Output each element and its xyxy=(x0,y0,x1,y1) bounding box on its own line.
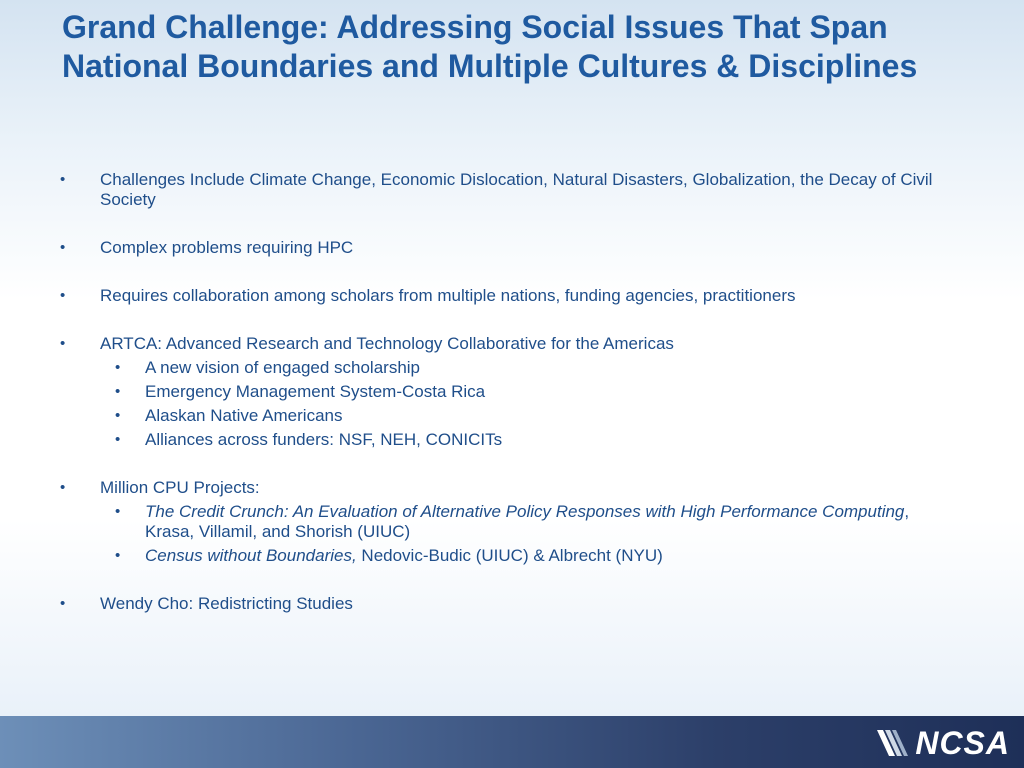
bullet-text: Wendy Cho: Redistricting Studies xyxy=(100,594,353,613)
bullet-item-challenges xyxy=(60,170,960,210)
bullet-item-redistricting xyxy=(60,594,960,614)
sub-bullet-text: Alliances across funders: NSF, NEH, CONICITs xyxy=(145,430,503,449)
ncsa-logo xyxy=(875,726,1010,760)
bullet-text: Complex problems requiring HPC xyxy=(100,238,354,257)
bullet-icon: • xyxy=(60,479,66,496)
sub-bullet-text: A new vision of engaged scholarship xyxy=(145,358,421,377)
slide-title: Grand Challenge: Addressing Social Issues That Span National Boundaries and Multiple Cultures & Disciplines xyxy=(62,9,918,84)
project-title: Census without Boundaries, xyxy=(145,546,357,565)
sub-bullet-alliances xyxy=(60,430,960,450)
sub-bullet-text: Emergency Management System-Costa Rica xyxy=(145,382,486,401)
bullet-icon: • xyxy=(115,503,121,520)
ncsa-stripes-icon xyxy=(875,728,911,758)
bullet-icon: • xyxy=(60,239,66,256)
bullet-item-complex-problems xyxy=(60,238,960,258)
ncsa-logo-text: NCSA xyxy=(915,724,1010,761)
bullet-icon: • xyxy=(60,287,66,304)
footer-bar xyxy=(0,716,1024,768)
bullet-list xyxy=(60,170,960,614)
project-authors: Nedovic-Budic (UIUC) & Albrecht (NYU) xyxy=(356,546,663,565)
bullet-text: Million CPU Projects: xyxy=(100,478,260,497)
bullet-text: ARTCA: Advanced Research and Technology Collaborative for the Americas xyxy=(100,334,674,353)
bullet-icon: • xyxy=(60,335,66,352)
project-title: The Credit Crunch: An Evaluation of Alternative Policy Responses with High Performance Computing xyxy=(145,502,905,521)
bullet-item-artca xyxy=(60,334,960,354)
bullet-icon: • xyxy=(115,431,121,448)
sub-bullet-alaskan-native xyxy=(60,406,960,426)
sub-bullet-emergency-management xyxy=(60,382,960,402)
bullet-text: Requires collaboration among scholars from multiple nations, funding agencies, practitioners xyxy=(100,286,796,305)
project-authors: , Krasa, Villamil, and Shorish (UIUC) xyxy=(145,502,910,541)
sub-bullet-census xyxy=(60,546,960,566)
bullet-icon: • xyxy=(115,547,121,564)
bullet-icon: • xyxy=(115,383,121,400)
bullet-icon: • xyxy=(60,595,66,612)
sub-bullet-credit-crunch xyxy=(60,502,960,542)
bullet-icon: • xyxy=(115,407,121,424)
bullet-text: Challenges Include Climate Change, Economic Dislocation, Natural Disasters, Globalization, the Decay of Civil Society xyxy=(100,170,933,209)
bullet-item-million-cpu xyxy=(60,478,960,498)
sub-bullet-engaged-scholarship xyxy=(60,358,960,378)
bullet-icon: • xyxy=(115,359,121,376)
sub-bullet-text: Alaskan Native Americans xyxy=(145,406,343,425)
bullet-icon: • xyxy=(60,171,66,188)
bullet-item-collaboration xyxy=(60,286,960,306)
